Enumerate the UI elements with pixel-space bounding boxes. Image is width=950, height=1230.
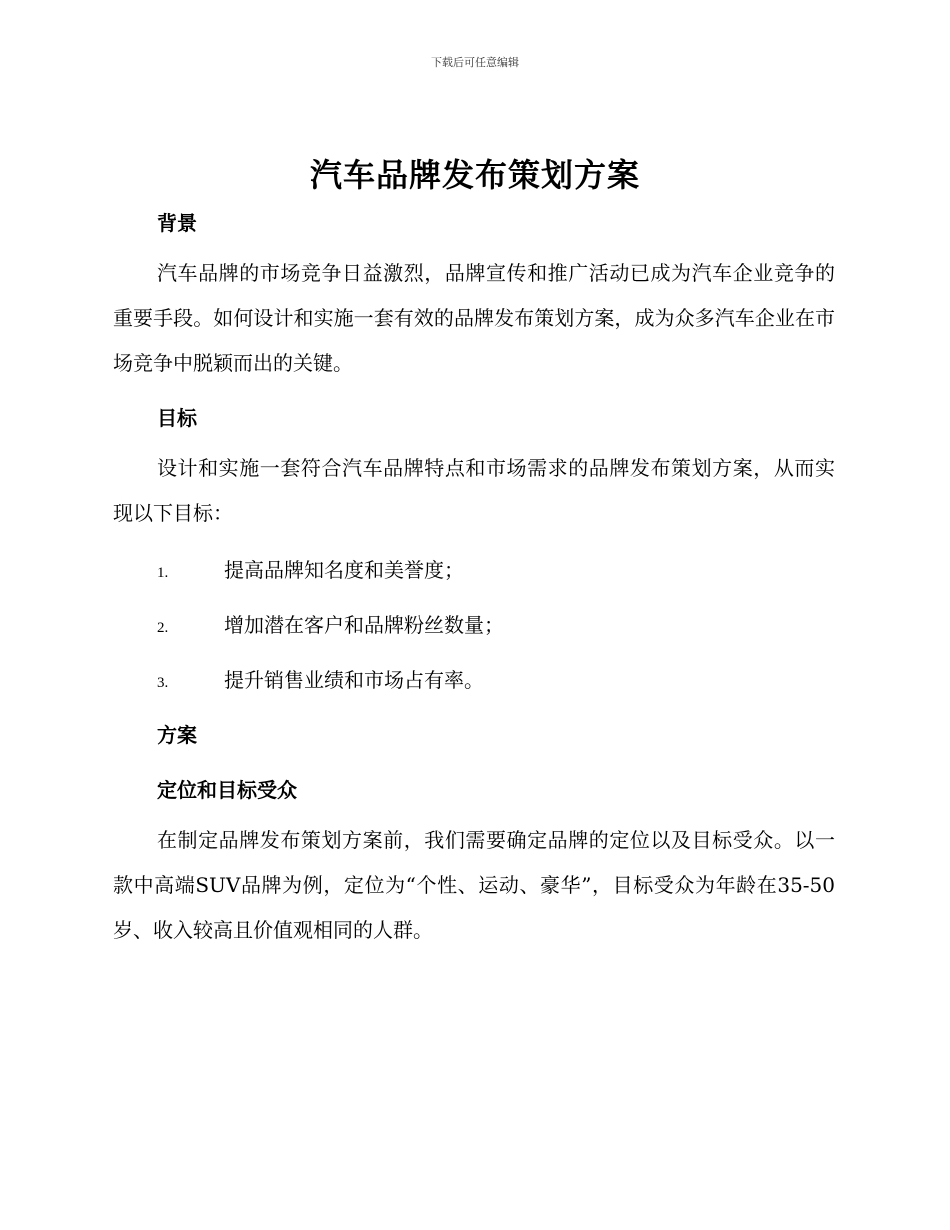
heading-background: 背景 xyxy=(157,211,197,235)
list-item xyxy=(157,664,837,693)
page-header-note: 下载后可任意编辑 xyxy=(431,56,519,69)
paragraph-goals: 设计和实施一套符合汽车品牌特点和市场需求的品牌发布策划方案，从而实现以下目标： xyxy=(113,456,835,525)
paragraph-background: 汽车品牌的市场竞争日益激烈，品牌宣传和推广活动已成为汽车企业竞争的重要手段。如何设计和实施一套有效的品牌发布策划方案，成为众多汽车企业在市场竞争中脱颖而出的关键。 xyxy=(113,261,835,375)
list-item-text: 提升销售业绩和市场占有率。 xyxy=(224,668,484,692)
document-title: 汽车品牌发布策划方案 xyxy=(309,156,640,194)
list-item xyxy=(157,609,837,638)
list-item xyxy=(157,554,837,583)
list-item-text: 提高品牌知名度和美誉度； xyxy=(224,558,464,582)
list-item-text: 增加潜在客户和品牌粉丝数量； xyxy=(224,613,504,637)
heading-goals: 目标 xyxy=(157,406,197,430)
paragraph-positioning: 在制定品牌发布策划方案前，我们需要确定品牌的定位以及目标受众。以一款中高端SUV品牌为例，定位为“个性、运动、豪华”，目标受众为年龄在35-50岁、收入较高且价值观相同的人群。 xyxy=(113,828,835,942)
heading-plan: 方案 xyxy=(157,723,197,747)
subheading-positioning: 定位和目标受众 xyxy=(157,778,297,802)
list-item-number: 2. xyxy=(157,620,169,636)
list-item-number: 1. xyxy=(157,565,169,581)
list-item-number: 3. xyxy=(157,675,169,691)
